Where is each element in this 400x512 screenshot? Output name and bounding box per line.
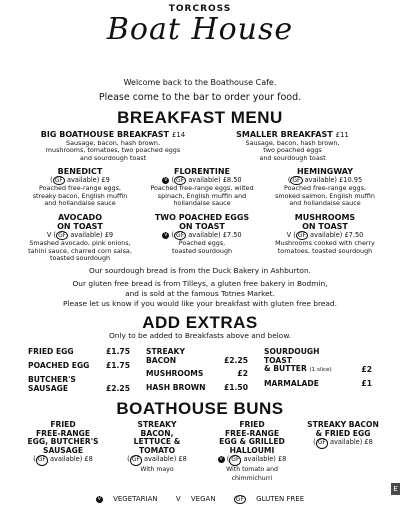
bun-line: HALLOUMI [229, 445, 275, 455]
extra-price: £1 [361, 379, 372, 388]
extra-name: STREAKY [146, 347, 185, 356]
vegetarian-icon: V [219, 455, 223, 462]
order-note: Please come to the bar to order your food. [98, 92, 302, 103]
extra-price: £2.25 [223, 356, 248, 365]
bun-availability: available) [329, 438, 363, 447]
gluten-free-icon: GF [235, 496, 244, 503]
extra-hash-brown [146, 384, 248, 393]
breakfast-title: BREAKFAST MENU [117, 108, 283, 127]
bun-line: TOMATO [138, 445, 176, 455]
gluten-free-icon: GF [36, 455, 48, 466]
item-name: AVOCADO [57, 213, 102, 222]
vegan-icon: V [175, 495, 181, 503]
legend-vegan: VEGAN [190, 495, 216, 503]
bun-blt: STREAKY BACON, LETTUCE & TOMATO ( GF available) £8 With mayo [112, 421, 202, 475]
dietary-legend [0, 495, 400, 504]
item-florentine: FLORENTINE V ( GF available) £8.50 Poached free-range eggs, wilted spinach, English muffin and hollandaise sauce [142, 167, 262, 208]
item-mushrooms-toast: MUSHROOMS ON TOAST V ( GF available) £7.50 Mushrooms cooked with cherry tomatoes, toasted sourdough [262, 213, 388, 255]
bun-line: EGG, BUTCHER'S [27, 437, 99, 447]
gluten-free-icon: GF [292, 177, 301, 184]
item-avocado-toast: AVOCADO ON TOAST V ( GF available) £9 Smashed avocado, pink onions, tahini sauce, charred corn salsa, toasted sourdough [18, 213, 142, 263]
gluten-free-icon: GF [58, 232, 67, 239]
item-desc: and sourdough toast [259, 153, 326, 162]
item-desc: tomatoes, toasted sourdough [277, 246, 373, 255]
item-availability: available) [310, 231, 343, 239]
extra-streaky-bacon [146, 348, 248, 366]
bun-line: SAUSAGE [42, 445, 84, 455]
extras-title: ADD EXTRAS [142, 313, 258, 332]
item-name: BIG BOATHOUSE BREAKFAST [40, 130, 170, 139]
legend-vegetarian: VEGETARIAN [113, 495, 158, 503]
extra-fried-egg [28, 348, 130, 357]
extra-marmalade [264, 380, 372, 389]
extra-qty: (1 slice) [309, 367, 332, 374]
item-availability: available) [70, 231, 103, 239]
extra-price: £2 [361, 365, 372, 374]
extras-subtitle: Only to be added to Breakfasts above and below. [108, 331, 292, 340]
extra-name: HASH BROWN [146, 383, 206, 392]
item-desc: smoked salmon, English muffin [275, 191, 375, 200]
bun-egg-halloumi: FRIED FREE-RANGE EGG & GRILLED HALLOUMI V ( GF available) £8 With tomato and chimmichurri [206, 421, 298, 483]
item-name: FLORENTINE [174, 167, 230, 176]
gluten-free-note-2: and is sold at the famous Totnes Market. [125, 289, 275, 298]
item-desc: toasted sourdough [49, 254, 111, 263]
gluten-free-icon: GF [229, 455, 241, 466]
gluten-free-icon: GF [316, 438, 328, 449]
gluten-free-icon: GF [130, 455, 142, 466]
extra-price: £1.50 [223, 383, 248, 392]
item-hemingway: HEMINGWAY ( GF available) £10.95 Poached free-range eggs, smoked salmon, English muffin and hollandaise sauce [262, 167, 388, 208]
vegan-icon: V [46, 231, 52, 239]
extra-poached-egg [28, 362, 130, 371]
brand-top: TORCROSS [168, 4, 232, 14]
item-desc: Poached eggs, [178, 239, 226, 248]
item-benedict: BENEDICT ( GF available) £9 Poached free-range eggs, streaky bacon, English muffin and hollandaise sauce [20, 167, 140, 208]
corner-tab-button[interactable]: E [391, 483, 400, 495]
bun-price: £8 [364, 438, 373, 447]
extra-name-line2: BACON [146, 355, 177, 365]
bun-egg-sausage: FRIED FREE-RANGE EGG, BUTCHER'S SAUSAGE ( GF available) £8 [18, 421, 108, 466]
item-smaller-breakfast [210, 130, 375, 162]
item-availability: available) [188, 176, 221, 184]
bun-price: £8 [84, 455, 93, 464]
item-desc: Poached free-range eggs, wilted [150, 184, 254, 193]
item-name: MUSHROOMS [294, 213, 356, 222]
item-name: HEMINGWAY [296, 167, 354, 176]
item-desc: mushrooms, tomatoes, two poached eggs [45, 146, 181, 155]
item-price: £11 [335, 131, 349, 139]
item-desc: two poached eggs [263, 146, 322, 155]
item-price: £8.50 [222, 176, 242, 184]
item-big-breakfast [28, 130, 198, 162]
extra-name-line2: TOAST [264, 355, 292, 365]
extra-name: MARMALADE [264, 379, 319, 388]
extra-name: POACHED EGG [28, 361, 90, 370]
bun-line: LETTUCE & [133, 437, 181, 447]
item-availability: available) [304, 176, 337, 184]
item-availability: available) [188, 231, 221, 239]
bun-availability: available) [49, 455, 83, 464]
vegan-icon: V [286, 231, 292, 239]
gluten-free-icon: GF [176, 232, 185, 239]
extra-butchers-sausage [28, 376, 130, 394]
item-desc: Poached free-range eggs, [39, 184, 121, 193]
item-name-line2: ON TOAST [302, 222, 348, 231]
item-desc: Sausage, bacon, hash brown, [245, 139, 340, 147]
item-desc: Smashed avocado, pink onions, [29, 239, 131, 248]
bun-line: BACON, [140, 428, 174, 438]
gluten-free-request-note: Please let us know if you would like your breakfast with gluten free bread. [63, 299, 337, 308]
item-desc: and hollandaise sauce [44, 199, 116, 208]
bun-line: FRIED [50, 420, 76, 429]
extra-price: £1.75 [105, 361, 130, 370]
item-desc: toasted sourdough [171, 246, 233, 255]
item-desc: streaky bacon, English muffin [32, 191, 128, 200]
bun-availability: available) [143, 455, 177, 464]
gluten-free-note: Our gluten free bread is from Tilleys, a gluten free bakery in Bodmin, [72, 279, 328, 288]
item-desc: Poached free-range eggs, [284, 184, 366, 193]
bun-bacon-egg: STREAKY BACON & FRIED EGG ( GF available) £8 [296, 421, 390, 449]
extra-mushrooms [146, 370, 248, 379]
bun-subtext: With tomato and chimmichurri [226, 465, 278, 482]
item-price: £9 [104, 231, 114, 239]
vegetarian-icon: V [97, 495, 102, 502]
gluten-free-icon: GF [297, 232, 306, 239]
bun-price: £8 [178, 455, 187, 464]
brand-logo-script: Boat House [106, 12, 294, 47]
extra-price: £1.75 [105, 347, 130, 356]
bun-line: STREAKY BACON [307, 420, 379, 429]
item-desc: Sausage, bacon, hash brown, [66, 139, 160, 147]
item-name: SMALLER BREAKFAST [236, 130, 333, 139]
bun-line: STREAKY [137, 420, 177, 429]
item-name: BENEDICT [57, 167, 103, 176]
item-price: £9 [101, 176, 110, 184]
item-desc: tahini sauce, charred corn salsa, [28, 246, 132, 255]
vegetarian-icon: V [164, 231, 168, 238]
item-poached-eggs-toast: TWO POACHED EGGS ON TOAST V ( GF available) £7.50 Poached eggs, toasted sourdough [142, 213, 262, 255]
extra-name-line2: SAUSAGE [28, 383, 69, 393]
item-desc: and sourdough toast [79, 153, 147, 162]
item-desc: and hollandaise sauce [289, 199, 361, 208]
extra-price: £2.25 [105, 384, 130, 393]
gluten-free-icon: GF [54, 177, 63, 184]
extra-name: MUSHROOMS [146, 369, 204, 378]
item-desc: Mushrooms cooked with cherry [275, 239, 375, 248]
item-price: £7.50 [222, 231, 242, 239]
welcome-text: Welcome back to the Boathouse Cafe. [123, 78, 277, 87]
bun-line: FRIED [239, 420, 265, 429]
bun-price: £8 [277, 455, 287, 464]
bun-availability: available) [243, 455, 276, 464]
sourdough-note: Our sourdough bread is from the Duck Bakery in Ashburton. [89, 266, 311, 275]
item-name: TWO POACHED EGGS [154, 213, 250, 222]
extra-name: SOURDOUGH [264, 347, 320, 356]
bun-line: EGG & GRILLED [219, 437, 285, 447]
bun-line: & FRIED EGG [315, 428, 371, 438]
buns-title: BOATHOUSE BUNS [116, 399, 284, 418]
extra-sourdough-toast [264, 348, 372, 376]
item-price: £7.50 [344, 231, 364, 239]
item-name-line2: ON TOAST [57, 222, 103, 231]
item-availability: available) [66, 176, 100, 184]
bun-line: FREE-RANGE [224, 428, 280, 438]
bun-subtext: With mayo [140, 465, 174, 473]
item-desc: hollandaise sauce [173, 199, 231, 208]
vegetarian-icon: V [164, 176, 168, 183]
extra-name-line3: & BUTTER [264, 364, 307, 374]
item-price: £10.95 [339, 176, 363, 184]
extra-name: BUTCHER'S [28, 375, 76, 384]
gluten-free-icon: GF [176, 177, 185, 184]
bun-line: FREE-RANGE [35, 428, 91, 438]
extra-name: FRIED EGG [28, 347, 74, 356]
item-desc: spinach, English muffin and [157, 191, 247, 200]
item-name-line2: ON TOAST [179, 222, 225, 231]
legend-gluten-free: GLUTEN FREE [256, 495, 305, 503]
item-price: £14 [171, 131, 186, 139]
extra-price: £2 [237, 369, 248, 378]
